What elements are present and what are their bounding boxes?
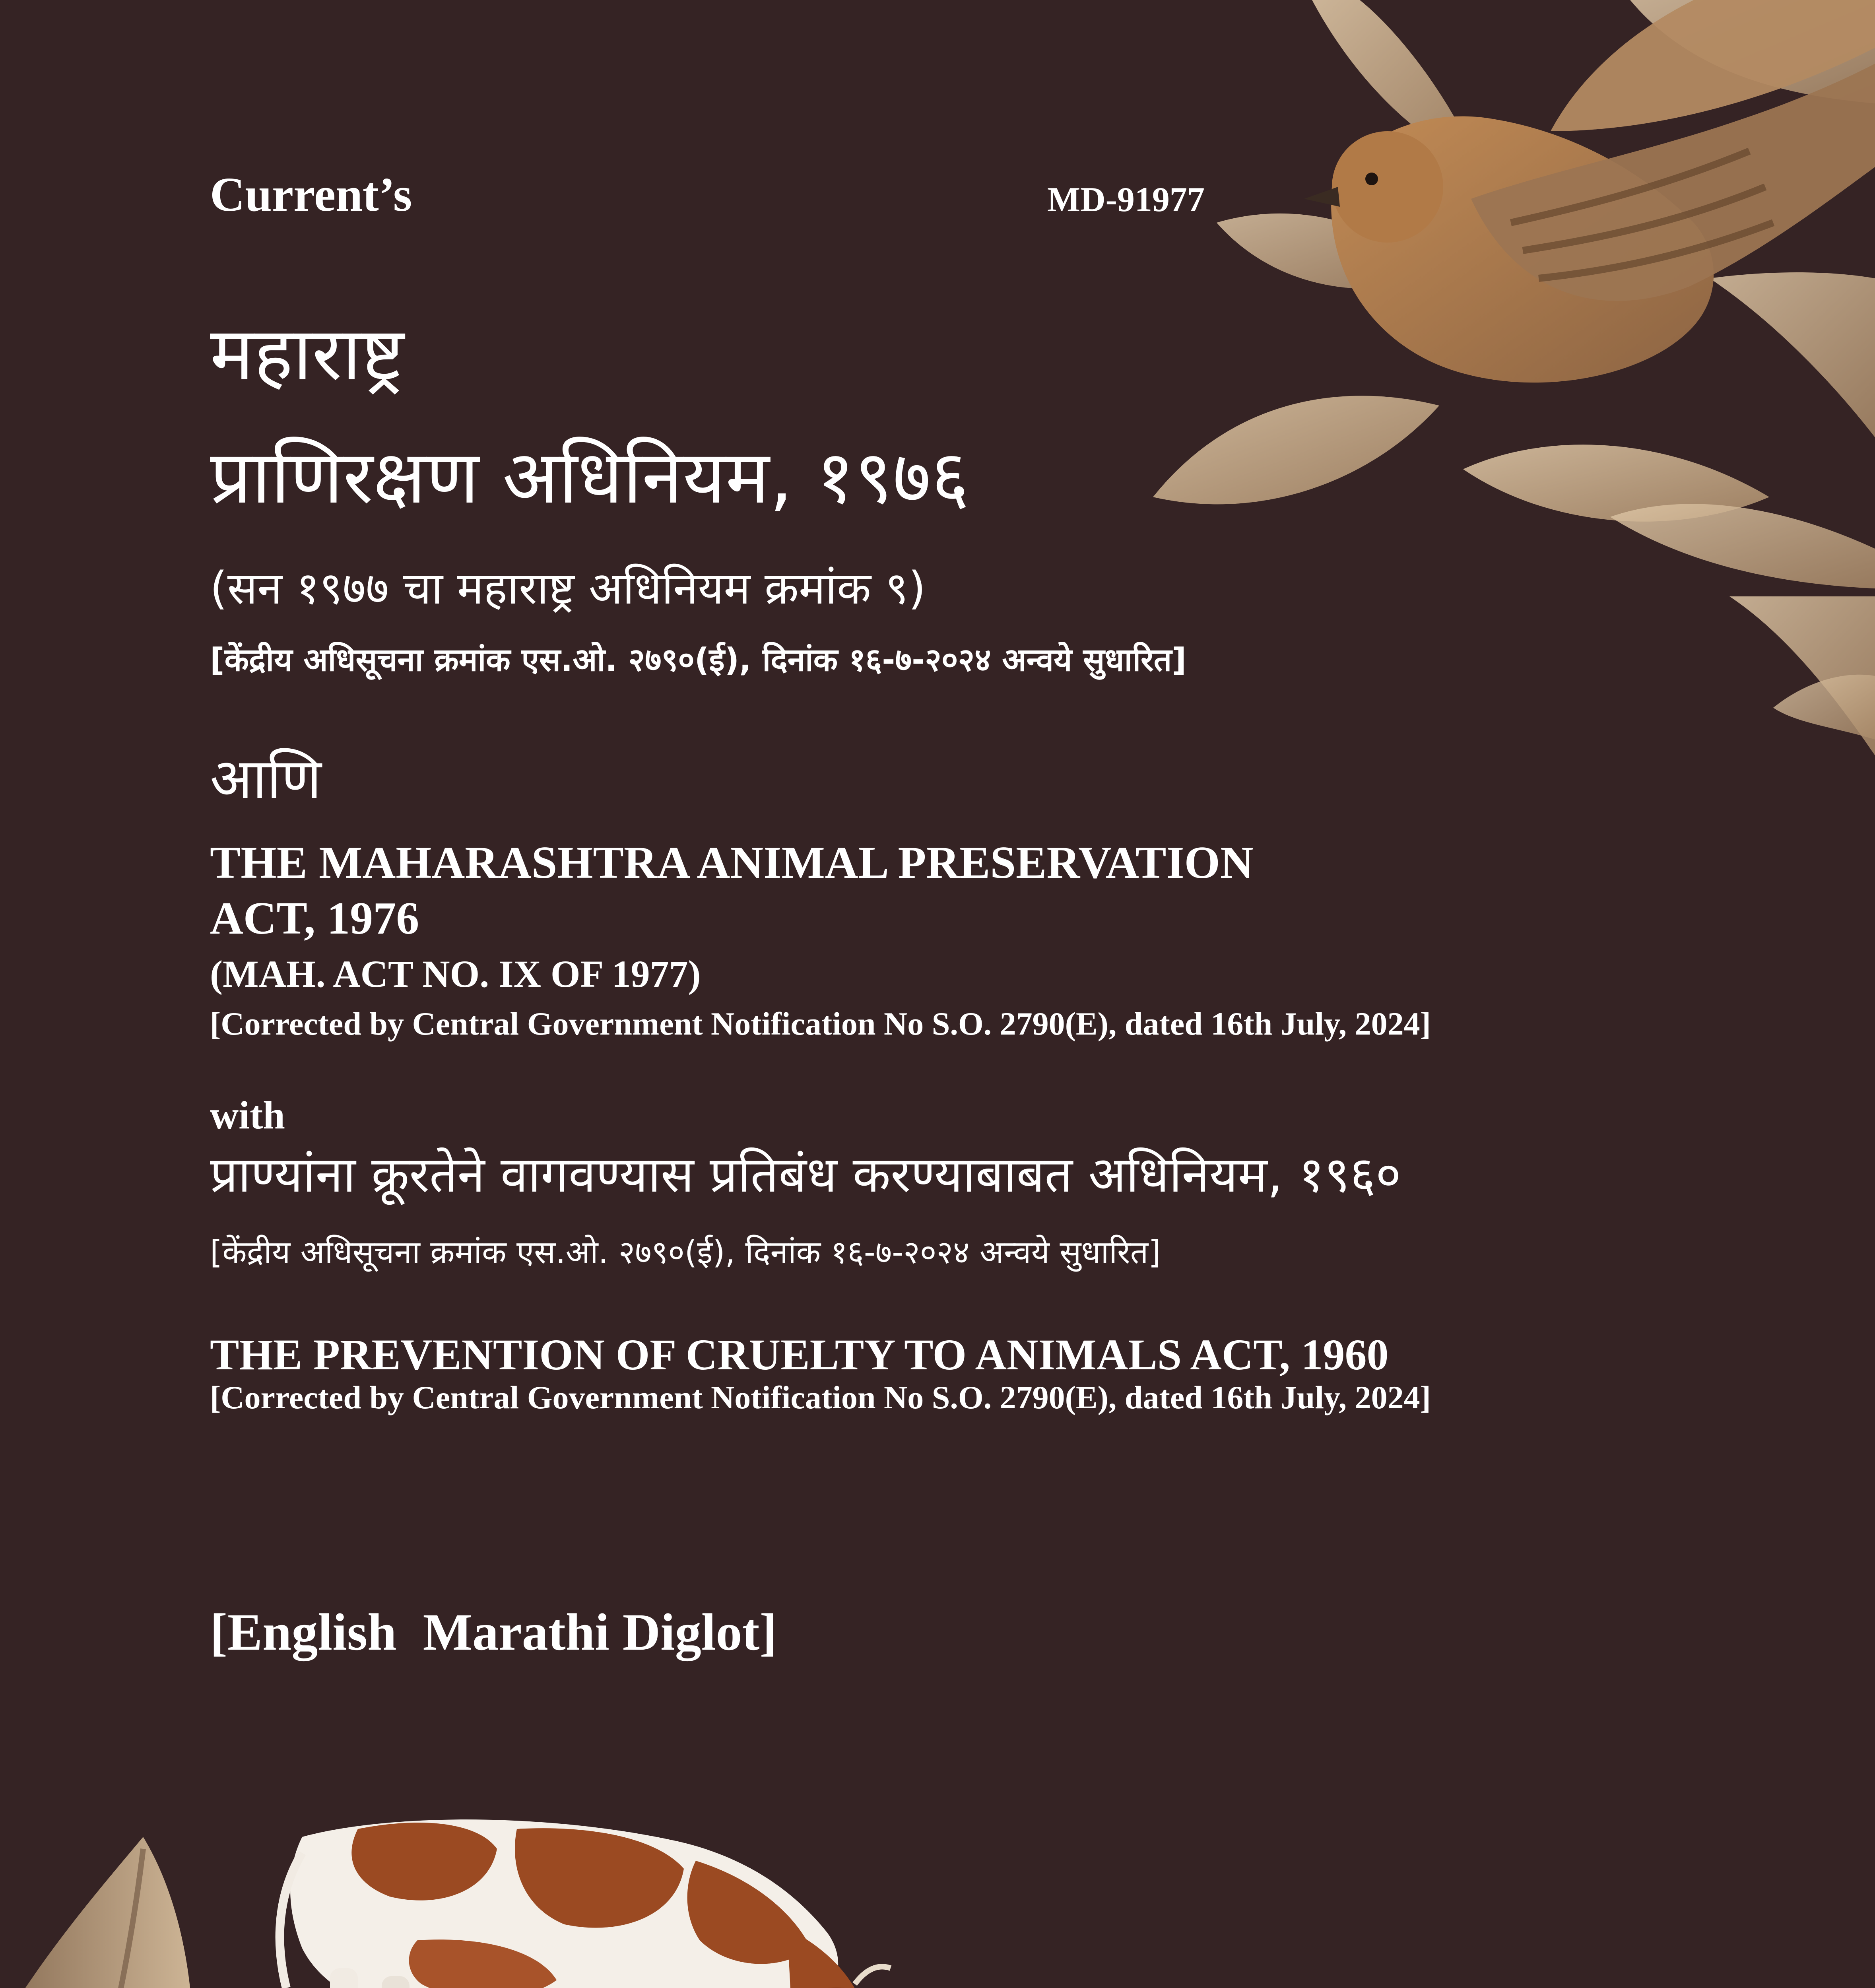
english-second-correction-note: [Corrected by Central Government Notification No S.O. 2790(E), dated 16th July, 2024] — [210, 1379, 1431, 1415]
marathi-title-line1: महाराष्ट्र — [210, 311, 404, 397]
english-second-title: THE PREVENTION OF CRUELTY TO ANIMALS ACT, 1960 — [210, 1330, 1389, 1379]
marathi-second-correction-note: [केंद्रीय अधिसूचना क्रमांक एस.ओ. २७९०(ई), दिनांक १६-७-२०२४ अन्वये सुधारित] — [210, 1234, 1161, 1271]
english-title-line1: THE MAHARASHTRA ANIMAL PRESERVATION — [210, 837, 1254, 888]
bird-beak — [1304, 187, 1340, 207]
bird-head — [1332, 131, 1443, 243]
marathi-second-title: प्राण्यांना क्रूरतेने वागवण्यास प्रतिबंध करण्याबाबत अधिनियम, १९६० — [210, 1146, 1401, 1204]
marathi-conjunction: आणि — [210, 747, 322, 812]
english-correction-note: [Corrected by Central Government Notification No S.O. 2790(E), dated 16th July, 2024] — [210, 1006, 1431, 1042]
language-note: [English Marathi Diglot] — [210, 1603, 777, 1661]
marathi-act-number: (सन १९७७ चा महाराष्ट्र अधिनियम क्रमांक ९) — [210, 563, 926, 614]
bird-with-leaves-illustration — [1153, 0, 1875, 755]
marathi-correction-note: [केंद्रीय अधिसूचना क्रमांक एस.ओ. २७९०(ई), दिनांक १६-७-२०२४ अन्वये सुधारित] — [210, 641, 1186, 678]
grazing-cow-illustration — [219, 1819, 934, 1988]
english-act-number: (MAH. ACT NO. IX OF 1977) — [210, 953, 701, 995]
bird-eye — [1365, 173, 1378, 185]
branch-leaf-4 — [1773, 675, 1875, 740]
with-label: with — [210, 1093, 285, 1137]
catalog-code: MD-91977 — [1047, 181, 1205, 219]
lower-leaf — [1153, 396, 1439, 504]
english-title-line2: ACT, 1976 — [210, 893, 419, 944]
marathi-title-line2: प्राणिरक्षण अधिनियम, १९७६ — [210, 434, 969, 520]
cow-horn — [855, 1967, 891, 1984]
branch-leaf-2 — [1610, 504, 1875, 588]
right-edge-leaf — [1710, 272, 1875, 437]
brand-name: Current’s — [210, 168, 412, 221]
cow-leg-1 — [330, 1968, 358, 1988]
big-bottom-leaf — [0, 1837, 193, 1988]
